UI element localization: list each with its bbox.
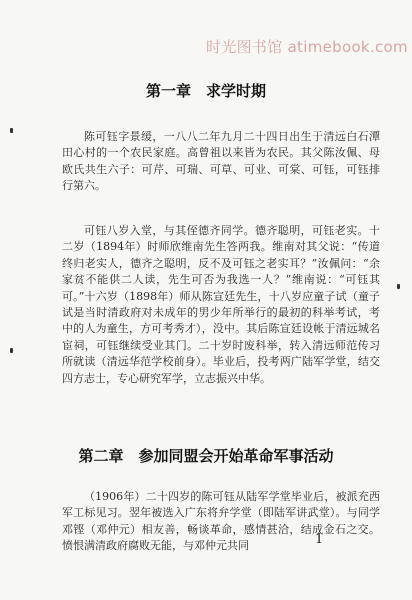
chapter-1-paragraph-1: 陈可钰字景缓，一八八二年九月二十四日出生于清远白石潭田心村的一个农民家庭。高曾祖以来皆为农民。其父陈汝佩、母欧氏共生六子：可芹、可瑞、可草、可业、可棠、可钰，可钰排行第六。 [62, 130, 380, 193]
chapter-1-paragraph-2: 可钰八岁入堂，与其侄德齐同学。德齐聪明，可钰老实。十二岁（1894年）时师欣维南先生答两我。维南对其父说：“传道终归老实人，德齐之聪明，反不及可钰之老实耳？”汝佩问：“余家贫不能供二人读，先生可否为我选一人？”维南说：“可钰其可。”十六岁（1898年）师从陈宣廷先生，十八岁应童子试（童子试是当时清政府对未成年的男少年所举行的最初的科举考试，考中的人为童生，方可考秀才），没中。其后陈宣廷设帐于清远城名宦祠，可钰继续受业其门。二十岁时废科举，转入清远师范传习所就读（清远华范学校前身）。毕业后，投考两广陆军学堂，结交四方志士，专心研究军学，立志振兴中华。 [62, 224, 380, 385]
chapter-2-paragraph-1: （1906年）二十四岁的陈可钰从陆军学堂毕业后，被派充西军工标见习。翌年被选入广东将弁学堂（即陆军讲武堂）。与同学邓铿（邓仲元）相友善，畅谈革命，感情甚洽，结成金石之交。愤恨满清政府腐败无能，与邓仲元共同 [62, 490, 380, 553]
page-number: 1 [315, 532, 324, 547]
chapter-2-title: 第二章 参加同盟会开始革命军事活动 [78, 447, 334, 465]
chapter-1-title: 第一章 求学时期 [145, 82, 266, 100]
watermark-text: 时光图书馆 atimebook.com [206, 38, 408, 56]
margin-mark [397, 284, 400, 289]
margin-mark [10, 348, 13, 353]
margin-mark [10, 128, 13, 133]
